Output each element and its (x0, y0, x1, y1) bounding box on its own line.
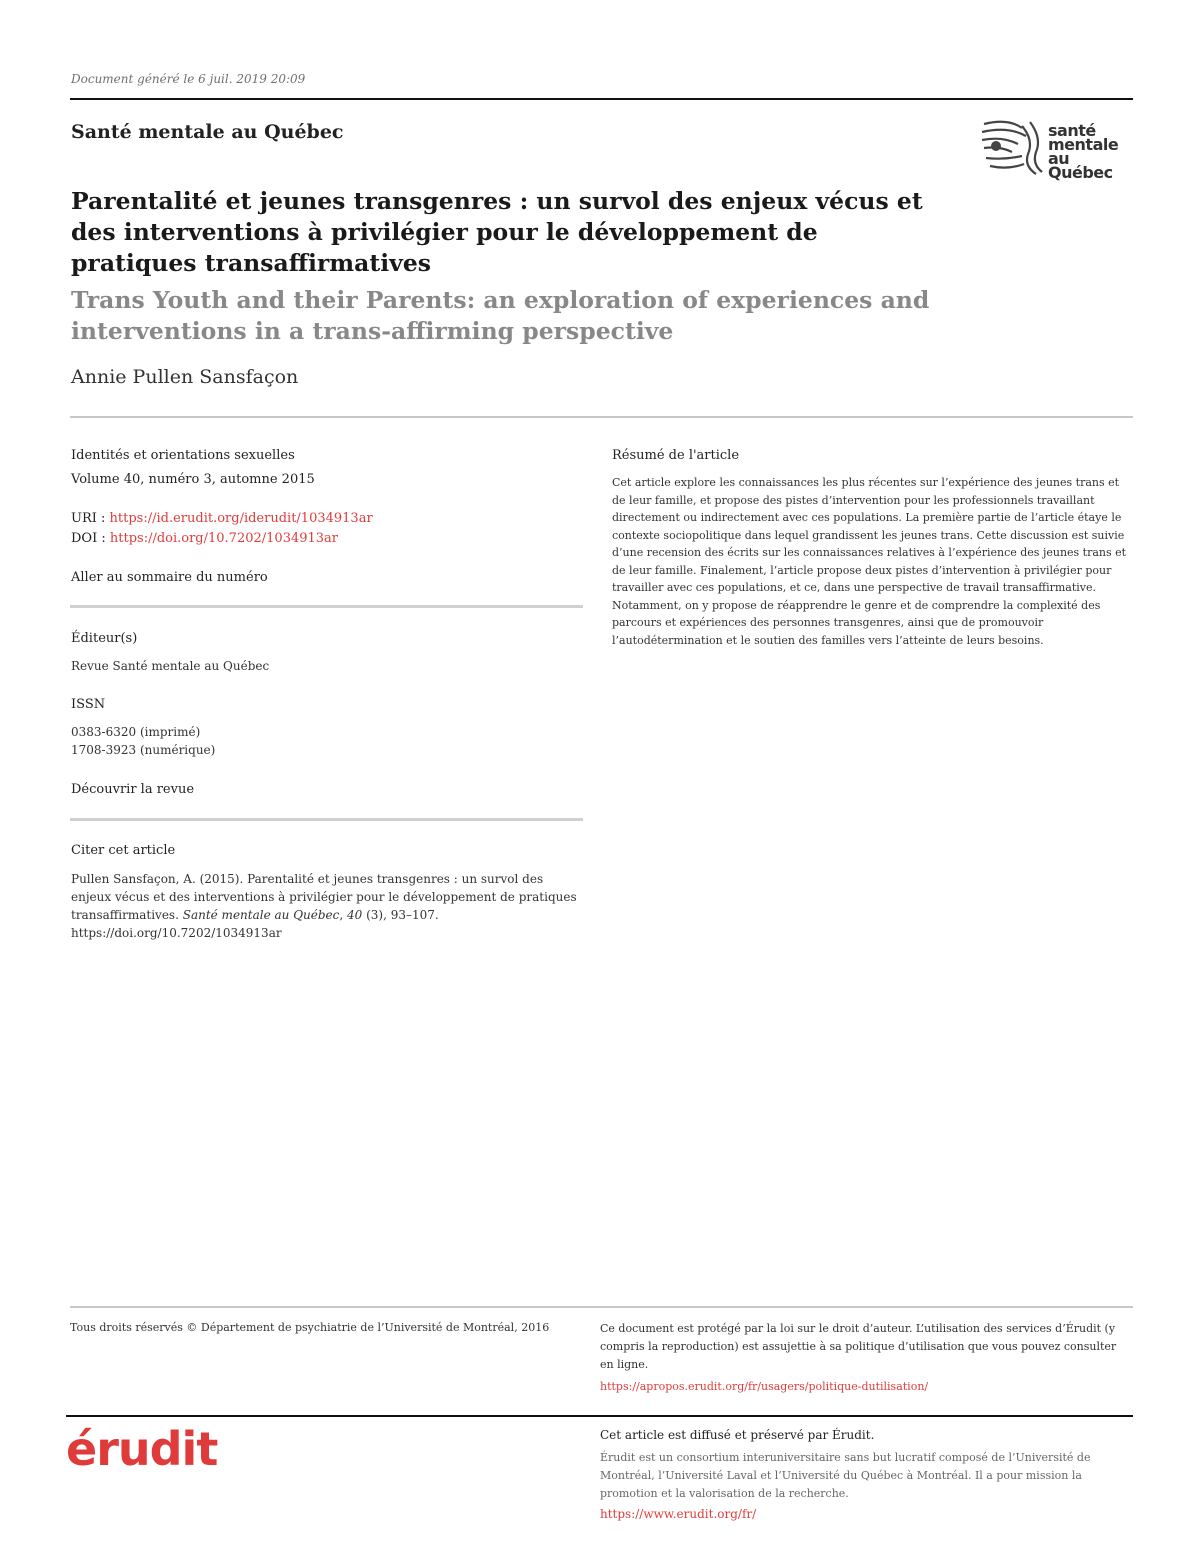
citation-pages: (3), 93–107. (362, 908, 439, 922)
abstract-label: Résumé de l'article (612, 448, 740, 463)
issn-digital: 1708-3923 (numérique) (71, 743, 216, 757)
sante-mentale-logo (978, 116, 1134, 182)
journal-link[interactable]: Découvrir la revue (71, 782, 195, 797)
volume-info: Volume 40, numéro 3, automne 2015 (71, 472, 315, 487)
generation-date: Document généré le 6 juil. 2019 20:09 (71, 72, 306, 86)
diffusion-text: Érudit est un consortium interuniversitaire sans but lucratif composé de l’Université de Montréal, l’Université Laval et l’Université du Québec à Montréal. Il a pour mission la promotion et la valorisation de la recherche. (600, 1451, 1091, 1500)
copyright-notice (600, 1320, 1130, 1396)
citation-volume: 40 (347, 908, 363, 922)
footer-divider (70, 1306, 1133, 1308)
doi-label: DOI : (71, 531, 110, 546)
citation-doi: https://doi.org/10.7202/1034913ar (71, 926, 282, 940)
face-profile-icon (978, 116, 1046, 178)
uri-link[interactable]: https://id.erudit.org/iderudit/1034913ar (109, 511, 373, 526)
citation (71, 870, 581, 942)
issue-toc-link[interactable]: Aller au sommaire du numéro (71, 570, 268, 585)
left-divider (70, 605, 583, 608)
publisher-name: Revue Santé mentale au Québec (71, 659, 270, 673)
erudit-link[interactable]: https://www.erudit.org/fr/ (600, 1507, 757, 1521)
article-title-fr: Parentalité et jeunes transgenres : un survol des enjeux vécus et des interventions à privilégier pour le développement de pratiques transaffirmatives (71, 187, 923, 277)
section-name: Identités et orientations sexuelles (71, 448, 295, 463)
logo-line-2: mentale (1048, 135, 1119, 154)
left-divider-2 (70, 818, 583, 821)
rights-statement: Tous droits réservés © Département de psychiatrie de l’Université de Montréal, 2016 (70, 1321, 550, 1334)
erudit-logo: érudit (66, 1422, 218, 1476)
article-title-en: Trans Youth and their Parents: an exploration of experiences and interventions in a trans-affirming perspective (71, 286, 930, 345)
header-divider (70, 416, 1133, 418)
publisher-label: Éditeur(s) (71, 631, 138, 646)
cite-label: Citer cet article (71, 843, 176, 858)
issn-print: 0383-6320 (imprimé) (71, 725, 201, 739)
uri-label: URI : (71, 511, 110, 526)
journal-name: Santé mentale au Québec (71, 121, 344, 143)
issn-label: ISSN (71, 697, 106, 712)
bottom-rule (66, 1415, 1133, 1417)
citation-text: Pullen Sansfaçon, A. (2015). Parentalité et jeunes transgenres : un survol des enjeux vécus et des interventions à privilégier pour le développement de pratiques transaffirmatives. (71, 872, 577, 922)
policy-link[interactable]: https://apropos.erudit.org/fr/usagers/politique-dutilisation/ (600, 1380, 929, 1393)
copyright-text: Ce document est protégé par la loi sur le droit d’auteur. L’utilisation des services d’Érudit (y compris la reproduction) est assujettie à sa politique d’utilisation que vous pouvez consulter en ligne. (600, 1322, 1117, 1371)
doi-link[interactable]: https://doi.org/10.7202/1034913ar (109, 531, 339, 546)
diffusion-title: Cet article est diffusé et préservé par Érudit. (600, 1428, 875, 1442)
author-name: Annie Pullen Sansfaçon (71, 366, 299, 388)
uri-line (71, 511, 581, 526)
logo-line-1: santé (1048, 121, 1096, 140)
top-rule (70, 98, 1133, 100)
citation-journal: Santé mentale au Québec (182, 908, 340, 922)
citation-sep: , (339, 908, 348, 922)
abstract-text: Cet article explore les connaissances les plus récentes sur l’expérience des jeunes trans et de leur famille, et propose des pistes d’intervention pour les professionnels travaillant directement ou indirectement avec ces populations. La première partie de l’article étaye le contexte sociopolitique dans lequel grandissent les jeunes trans. Cette discussion est suivie d’une recension des écrits sur les connaissances relatives à l’expérience des jeunes trans et de leur famille. Finalement, l’article propose deux pistes d’intervention à privilégier pour travailler avec ces populations, et ce, dans une perspective de travail transaffirmative. Notamment, on y propose de réapprendre le genre et de comprendre la complexité des parcours et expériences des personnes transgenres, ainsi que de promouvoir l’autodétermination et le soutien des familles vers l’atteinte de leurs besoins. (612, 476, 1127, 647)
logo-line-3: au Québec (1048, 149, 1113, 182)
doi-line (71, 531, 581, 546)
